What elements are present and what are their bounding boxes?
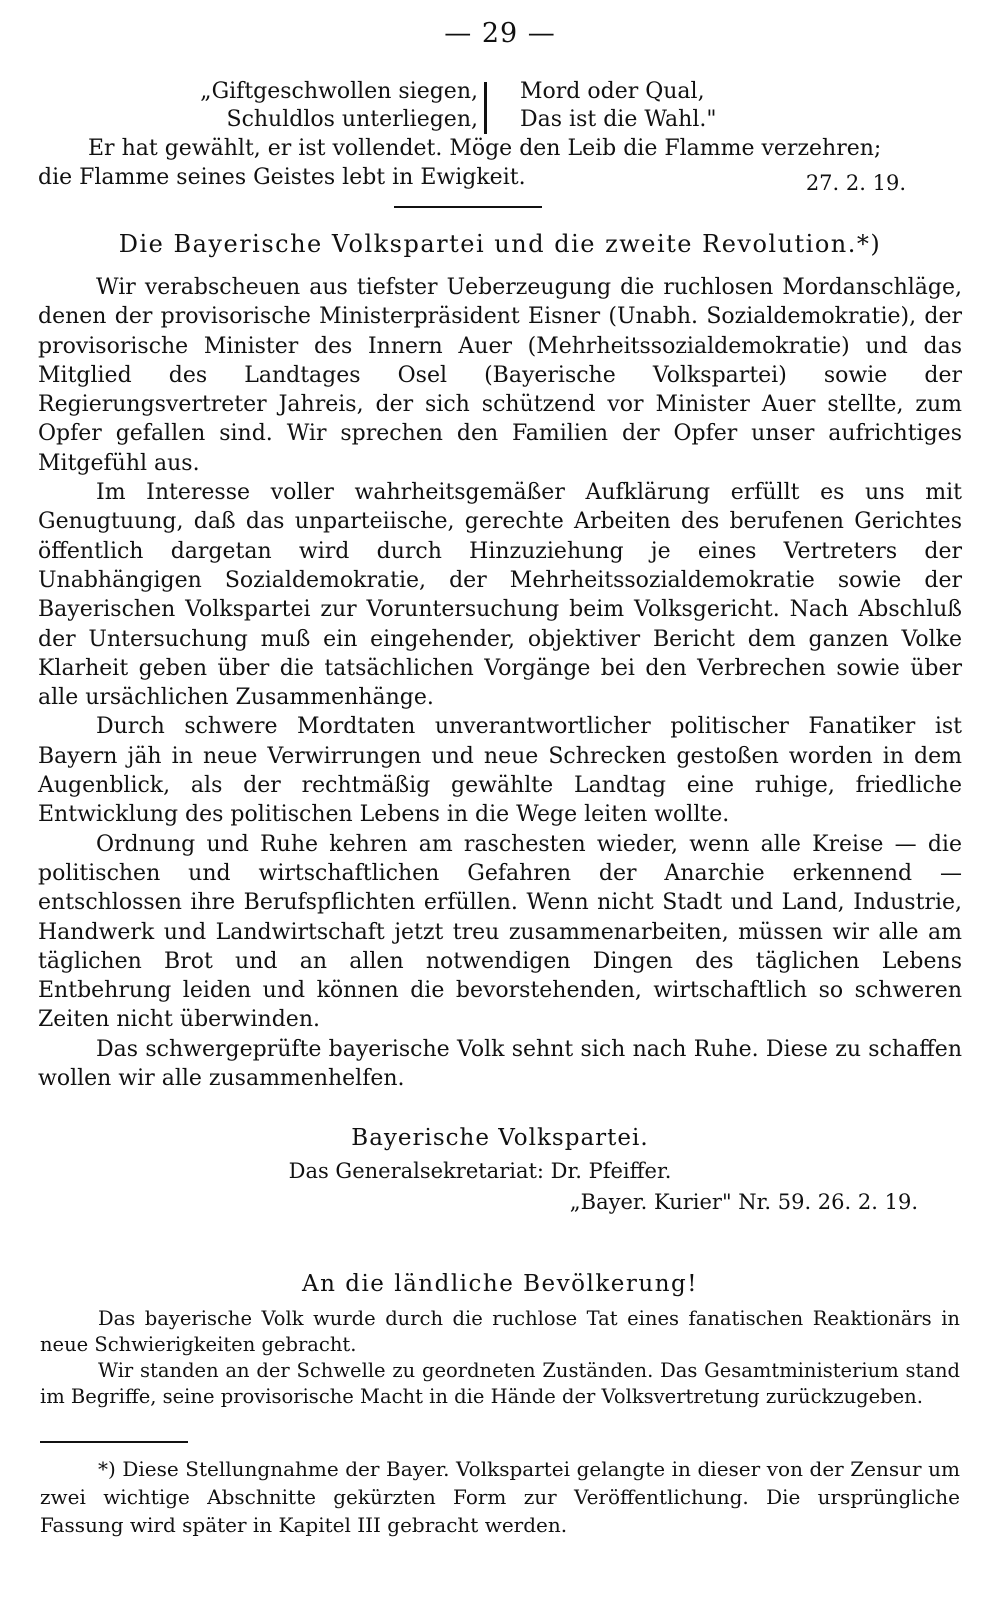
closing-date: 27. 2. 19.: [805, 171, 906, 195]
closing-line: Er hat gewählt, er ist vollendet. Möge den Leib die Flamme verzehren;: [88, 136, 882, 161]
paragraph: Das schwergeprüfte bayerische Volk sehnt sich nach Ruhe. Diese zu schaffen wollen wir alle zusammenhelfen.: [38, 1036, 962, 1092]
section-divider: [394, 206, 542, 208]
footnote-divider: [40, 1441, 188, 1443]
signature-party: Bayerische Volkspartei.: [351, 1125, 649, 1151]
page-number: — 29 —: [444, 18, 556, 49]
footnote: [40, 1455, 960, 1539]
source-citation: „Bayer. Kurier" Nr. 59. 26. 2. 19.: [569, 1190, 918, 1214]
verse-right-column: [520, 78, 716, 134]
paragraph: Durch schwere Mordtaten unverantwortlicher politischer Fanatiker ist Bayern jäh in neue Verwirrungen und neue Schrecken gestoßen worden in dem Augenblick, als der rechtmäßig gewählte Landtag eine ruhige, friedliche Entwicklung des politischen Lebens in die Wege leiten wollte.: [38, 714, 962, 828]
verse-line: Schuldlos unterliegen,: [226, 107, 478, 132]
footnote-text: *) Diese Stellungnahme der Bayer. Volkspartei gelangte in dieser von der Zensur um zwei wichtige Abschnitte gekürzten Form zur Veröffentlichung. Die ursprüngliche Fassung wird später in Kapitel III gebracht werden.: [40, 1457, 960, 1537]
article-title: Die Bayerische Volkspartei und die zweite Revolution.*): [118, 230, 882, 258]
paragraph: Wir standen an der Schwelle zu geordneten Zuständen. Das Gesamtministerium stand im Begriffe, seine provisorische Macht in die Hände der Volksvertretung zurückzugeben.: [40, 1359, 960, 1408]
article-title: An die ländliche Bevölkerung!: [301, 1271, 698, 1297]
article-body: [40, 1306, 960, 1410]
article-body: [38, 273, 962, 1093]
verse-line: Das ist die Wahl.": [520, 107, 717, 132]
closing-line: die Flamme seines Geistes lebt in Ewigkeit.: [38, 165, 526, 191]
paragraph: Im Interesse voller wahrheitsgemäßer Aufklärung erfüllt es uns mit Genugtuung, daß das unparteiische, gerechte Arbeiten des berufenen Gerichtes öffentlich dargetan wird durch Hinzuziehung je eines Vertreters der Unabhängigen Sozialdemokratie, der Mehrheitssozialdemokratie sowie der Bayerischen Volkspartei zur Voruntersuchung beim Volksgericht. Nach Abschluß der Untersuchung muß ein eingehender, objektiver Bericht dem ganzen Volke Klarheit geben über die tatsächlichen Vorgänge bei den Verbrechen sowie über alle ursächlichen Zusammenhänge.: [38, 480, 962, 711]
paragraph: Ordnung und Ruhe kehren am raschesten wieder, wenn alle Kreise — die politischen und wirtschaftlichen Gefahren der Anarchie erkennend — entschlossen ihre Berufspflichten erfüllen. Wenn nicht Stadt und Land, Industrie, Handwerk und Landwirtschaft jetzt treu zusammenarbeiten, müssen wir alle am täglichen Brot und an allen notwendigen Dingen des täglichen Lebens Entbehrung leiden und können die bevorstehenden, wirtschaftlich so schweren Zeiten nicht überwinden.: [38, 831, 962, 1033]
verse-block: [0, 78, 1000, 138]
verse-divider: [484, 82, 487, 134]
verse-left-column: [200, 78, 478, 134]
verse-line: Mord oder Qual,: [520, 79, 705, 104]
verse-line: „Giftgeschwollen siegen,: [200, 79, 478, 104]
paragraph: Das bayerische Volk wurde durch die ruchlose Tat eines fanatischen Reaktionärs in neue Schwierigkeiten gebracht.: [40, 1307, 960, 1356]
paragraph: Wir verabscheuen aus tiefster Ueberzeugung die ruchlosen Mordanschläge, denen der provisorische Ministerpräsident Eisner (Unabh. Sozialdemokratie), der provisorische Minister des Innern Auer (Mehrheitssozialdemokratie) und das Mitglied des Landtages Osel (Bayerische Volkspartei) sowie der Regierungsvertreter Jahreis, der sich schützend vor Minister Auer stellte, zum Opfer gefallen sind. Wir sprechen den Familien der Opfer unser aufrichtiges Mitgefühl aus.: [38, 275, 962, 476]
signature-secretariat: Das Generalsekretariat: Dr. Pfeiffer.: [288, 1159, 672, 1183]
